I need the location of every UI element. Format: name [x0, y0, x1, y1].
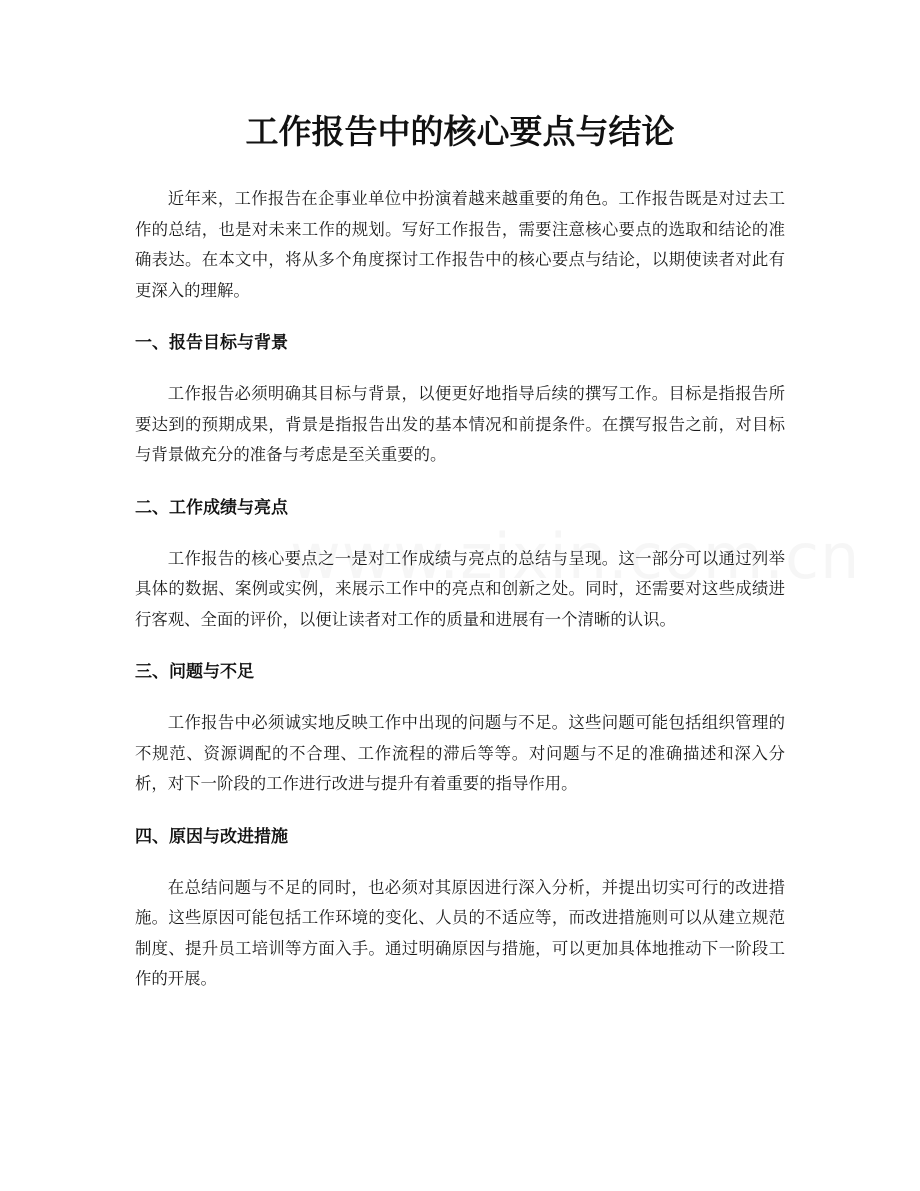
section-heading-causes: 四、原因与改进措施: [135, 826, 288, 847]
section-body-problems: 工作报告中必须诚实地反映工作中出现的问题与不足。这些问题可能包括组织管理的不规范、资源调配的不合理、工作流程的滞后等等。对问题与不足的准确描述和深入分析，对下一阶段的工作进行改进与提升有着重要的指导作用。: [135, 713, 785, 793]
intro-paragraph: 近年来，工作报告在企事业单位中扮演着越来越重要的角色。工作报告既是对过去工作的总结，也是对未来工作的规划。写好工作报告，需要注意核心要点的选取和结论的准确表达。在本文中，将从多个角度探讨工作报告中的核心要点与结论，以期使读者对此有更深入的理解。: [135, 189, 785, 300]
section-heading-goals: 一、报告目标与背景: [135, 333, 288, 353]
section-heading-problems: 三、问题与不足: [135, 662, 254, 682]
page-title: 工作报告中的核心要点与结论: [245, 112, 675, 151]
document-body: [135, 184, 785, 995]
section-body-goals: 工作报告必须明确其目标与背景，以便更好地指导后续的撰写工作。目标是指报告所要达到的预期成果，背景是指报告出发的基本情况和前提条件。在撰写报告之前，对目标与背景做充分的准备与考虑是至关重要的。: [135, 384, 785, 464]
section-body-causes: 在总结问题与不足的同时，也必须对其原因进行深入分析，并提出切实可行的改进措施。这些原因可能包括工作环境的变化、人员的不适应等，而改进措施则可以从建立规范制度、提升员工培训等方面入手。通过明确原因与措施，可以更加具体地推动下一阶段工作的开展。: [135, 877, 785, 988]
section-heading-achievements: 二、工作成绩与亮点: [135, 497, 288, 518]
section-body-achievements: 工作报告的核心要点之一是对工作成绩与亮点的总结与呈现。这一部分可以通过列举具体的数据、案例或实例，来展示工作中的亮点和创新之处。同时，还需要对这些成绩进行客观、全面的评价，以便让读者对工作的质量和进展有一个清晰的认识。: [135, 548, 785, 629]
